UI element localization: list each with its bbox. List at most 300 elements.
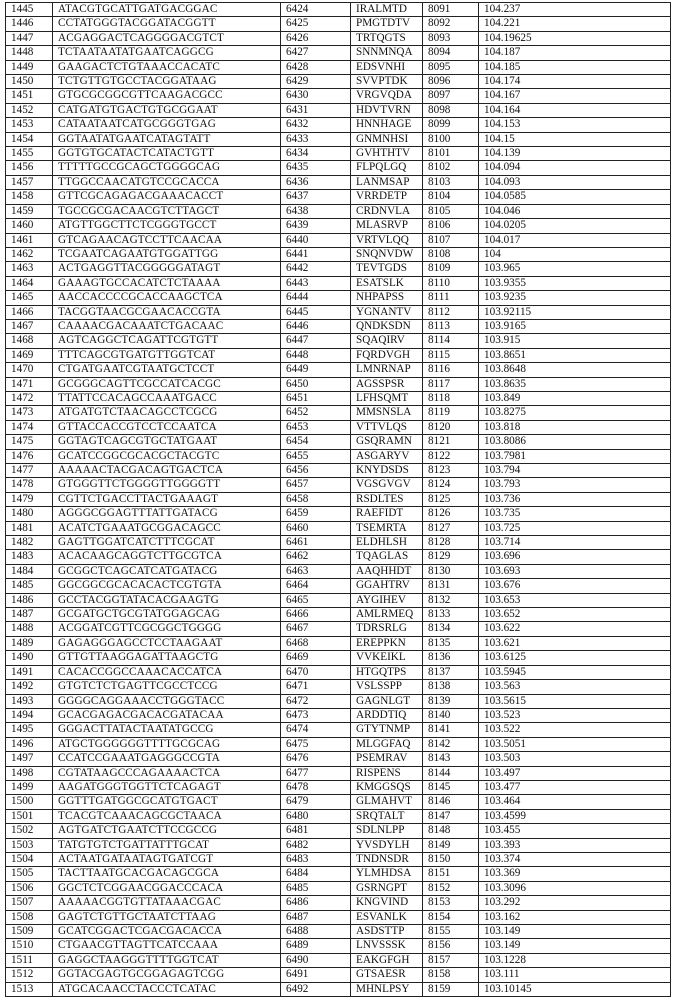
peptide-cell: KMGGSQS — [351, 780, 423, 794]
score-cell: 104.0585 — [479, 190, 671, 204]
table-row — [6, 622, 671, 636]
peptide-cell: TQAGLAS — [351, 550, 423, 564]
seq-number-cell: 1460 — [6, 219, 53, 233]
peptide-seq-id-cell: 8127 — [423, 521, 479, 535]
dna-sequence-cell: GAAAGTGCCACATCTCTAAAA — [53, 276, 281, 290]
peptide-seq-id-cell: 8112 — [423, 305, 479, 319]
dna-sequence-cell: ACGGATCGTTCGCGGCTGGGG — [53, 622, 281, 636]
table-row — [6, 636, 671, 650]
table-row — [6, 953, 671, 967]
peptide-cell: ESVANLK — [351, 910, 423, 924]
score-cell: 103.736 — [479, 492, 671, 506]
seq-number-cell: 1468 — [6, 334, 53, 348]
dna-seq-id-cell: 6424 — [281, 3, 351, 17]
table-row — [6, 593, 671, 607]
seq-number-cell: 1458 — [6, 190, 53, 204]
peptide-seq-id-cell: 8093 — [423, 31, 479, 45]
peptide-cell: KNGVIND — [351, 896, 423, 910]
table-row — [6, 363, 671, 377]
peptide-cell: SNQNVDW — [351, 247, 423, 261]
dna-seq-id-cell: 6471 — [281, 680, 351, 694]
seq-number-cell: 1509 — [6, 925, 53, 939]
peptide-cell: TRTQGTS — [351, 31, 423, 45]
dna-sequence-cell: GGCGGCGCACACACTCGTGTA — [53, 579, 281, 593]
peptide-cell: ASDSTTP — [351, 925, 423, 939]
score-cell: 104.187 — [479, 46, 671, 60]
seq-number-cell: 1501 — [6, 809, 53, 823]
score-cell: 103.915 — [479, 334, 671, 348]
dna-seq-id-cell: 6453 — [281, 420, 351, 434]
peptide-cell: GNMNHSI — [351, 132, 423, 146]
peptide-cell: NHPAPSS — [351, 291, 423, 305]
score-cell: 103.8086 — [479, 435, 671, 449]
score-cell: 103.8648 — [479, 363, 671, 377]
dna-seq-id-cell: 6491 — [281, 968, 351, 982]
score-cell: 103.8635 — [479, 377, 671, 391]
peptide-cell: TDRSRLG — [351, 622, 423, 636]
peptide-seq-id-cell: 8141 — [423, 723, 479, 737]
dna-seq-id-cell: 6478 — [281, 780, 351, 794]
dna-sequence-cell: GCGGGCAGTTCGCCATCACGC — [53, 377, 281, 391]
dna-seq-id-cell: 6452 — [281, 406, 351, 420]
peptide-seq-id-cell: 8113 — [423, 319, 479, 333]
seq-number-cell: 1483 — [6, 550, 53, 564]
peptide-seq-id-cell: 8124 — [423, 478, 479, 492]
dna-seq-id-cell: 6457 — [281, 478, 351, 492]
peptide-cell: KNYDSDS — [351, 464, 423, 478]
peptide-cell: TSEMRTA — [351, 521, 423, 535]
seq-number-cell: 1448 — [6, 46, 53, 60]
score-cell: 103.393 — [479, 838, 671, 852]
peptide-cell: GVHTHTV — [351, 147, 423, 161]
score-cell: 103.8275 — [479, 406, 671, 420]
dna-sequence-cell: GGTAGTCAGCGTGCTATGAAT — [53, 435, 281, 449]
dna-seq-id-cell: 6458 — [281, 492, 351, 506]
dna-seq-id-cell: 6468 — [281, 636, 351, 650]
score-cell: 103.818 — [479, 420, 671, 434]
seq-number-cell: 1508 — [6, 910, 53, 924]
peptide-seq-id-cell: 8145 — [423, 780, 479, 794]
dna-sequence-cell: CTGAACGTTAGTTCATCCAAA — [53, 939, 281, 953]
peptide-cell: MLGGFAQ — [351, 737, 423, 751]
peptide-cell: HTGQTPS — [351, 665, 423, 679]
score-cell: 103.149 — [479, 925, 671, 939]
dna-sequence-cell: GAGTTGGATCATCTTTCGCAT — [53, 536, 281, 550]
dna-sequence-cell: GGGACTTATACTAATATGCCG — [53, 723, 281, 737]
peptide-seq-id-cell: 8105 — [423, 204, 479, 218]
dna-seq-id-cell: 6467 — [281, 622, 351, 636]
peptide-cell: TEVTGDS — [351, 262, 423, 276]
score-cell: 103.5615 — [479, 694, 671, 708]
table-row — [6, 982, 671, 996]
peptide-cell: VVKEIKL — [351, 651, 423, 665]
seq-number-cell: 1502 — [6, 824, 53, 838]
peptide-seq-id-cell: 8143 — [423, 752, 479, 766]
dna-sequence-cell: GTGCGCGGCGTTCAAGACGCC — [53, 89, 281, 103]
table-row — [6, 204, 671, 218]
peptide-cell: QNDKSDN — [351, 319, 423, 333]
dna-seq-id-cell: 6470 — [281, 665, 351, 679]
table-row — [6, 478, 671, 492]
peptide-cell: MLASRVP — [351, 219, 423, 233]
table-row — [6, 190, 671, 204]
table-row — [6, 665, 671, 679]
dna-sequence-cell: TCTAATAATATGAATCAGGCG — [53, 46, 281, 60]
table-row — [6, 406, 671, 420]
dna-seq-id-cell: 6448 — [281, 348, 351, 362]
dna-sequence-cell: ACTAATGATAATAGTGATCGT — [53, 852, 281, 866]
seq-number-cell: 1493 — [6, 694, 53, 708]
score-cell: 103.162 — [479, 910, 671, 924]
peptide-cell: GSQRAMN — [351, 435, 423, 449]
seq-number-cell: 1454 — [6, 132, 53, 146]
peptide-seq-id-cell: 8133 — [423, 608, 479, 622]
score-cell: 103.10145 — [479, 982, 671, 996]
dna-seq-id-cell: 6455 — [281, 449, 351, 463]
table-row — [6, 766, 671, 780]
score-cell: 103.5051 — [479, 737, 671, 751]
seq-number-cell: 1489 — [6, 636, 53, 650]
score-cell: 103.292 — [479, 896, 671, 910]
peptide-seq-id-cell: 8152 — [423, 881, 479, 895]
dna-sequence-cell: GCATCCGGCGCACGCTACGTC — [53, 449, 281, 463]
score-cell: 103.9355 — [479, 276, 671, 290]
peptide-cell: AGSSPSR — [351, 377, 423, 391]
score-cell: 103.849 — [479, 391, 671, 405]
dna-sequence-cell: GAGGCTAAGGGTTTTGGTCAT — [53, 953, 281, 967]
peptide-cell: SNNMNQA — [351, 46, 423, 60]
dna-sequence-cell: GGTTTGATGGCGCATGTGACT — [53, 795, 281, 809]
dna-seq-id-cell: 6464 — [281, 579, 351, 593]
dna-sequence-cell: TCTGTTGTGCCTACGGATAAG — [53, 75, 281, 89]
table-row — [6, 925, 671, 939]
table-row — [6, 651, 671, 665]
dna-sequence-cell: CACACCGGCCAAACACCATCA — [53, 665, 281, 679]
dna-seq-id-cell: 6434 — [281, 147, 351, 161]
peptide-cell: AAQHHDT — [351, 564, 423, 578]
dna-sequence-cell: AGTGATCTGAATCTTCCGCCG — [53, 824, 281, 838]
dna-sequence-cell: TTGGCCAACATGTCCGCACCA — [53, 175, 281, 189]
dna-seq-id-cell: 6480 — [281, 809, 351, 823]
dna-seq-id-cell: 6435 — [281, 161, 351, 175]
table-row — [6, 17, 671, 31]
dna-sequence-cell: AAAAACGGTGTTATAAACGAC — [53, 896, 281, 910]
table-row — [6, 564, 671, 578]
table-row — [6, 319, 671, 333]
dna-seq-id-cell: 6484 — [281, 867, 351, 881]
score-cell: 104.153 — [479, 118, 671, 132]
dna-seq-id-cell: 6440 — [281, 233, 351, 247]
peptide-seq-id-cell: 8151 — [423, 867, 479, 881]
peptide-cell: RSDLTES — [351, 492, 423, 506]
seq-number-cell: 1447 — [6, 31, 53, 45]
dna-seq-id-cell: 6425 — [281, 17, 351, 31]
score-cell: 103.5945 — [479, 665, 671, 679]
peptide-seq-id-cell: 8122 — [423, 449, 479, 463]
peptide-seq-id-cell: 8092 — [423, 17, 479, 31]
peptide-seq-id-cell: 8099 — [423, 118, 479, 132]
peptide-cell: TNDNSDR — [351, 852, 423, 866]
peptide-seq-id-cell: 8155 — [423, 925, 479, 939]
peptide-cell: AMLRMEQ — [351, 608, 423, 622]
seq-number-cell: 1503 — [6, 838, 53, 852]
dna-seq-id-cell: 6485 — [281, 881, 351, 895]
peptide-cell: EAKGFGH — [351, 953, 423, 967]
seq-number-cell: 1481 — [6, 521, 53, 535]
seq-number-cell: 1462 — [6, 247, 53, 261]
score-cell: 104.19625 — [479, 31, 671, 45]
peptide-seq-id-cell: 8136 — [423, 651, 479, 665]
peptide-seq-id-cell: 8149 — [423, 838, 479, 852]
table-row — [6, 680, 671, 694]
peptide-seq-id-cell: 8111 — [423, 291, 479, 305]
table-row — [6, 910, 671, 924]
dna-sequence-cell: CGTATAAGCCCAGAAAACTCA — [53, 766, 281, 780]
peptide-cell: GLMAHVT — [351, 795, 423, 809]
table-row — [6, 449, 671, 463]
peptide-cell: LFHSQMT — [351, 391, 423, 405]
table-row — [6, 464, 671, 478]
score-cell: 103.522 — [479, 723, 671, 737]
peptide-cell: SVVPTDK — [351, 75, 423, 89]
dna-seq-id-cell: 6479 — [281, 795, 351, 809]
seq-number-cell: 1490 — [6, 651, 53, 665]
dna-sequence-cell: AAAAACTACGACAGTGACTCA — [53, 464, 281, 478]
dna-seq-id-cell: 6456 — [281, 464, 351, 478]
peptide-cell: RAEFIDT — [351, 507, 423, 521]
dna-sequence-cell: GGGGCAGGAAACCTGGGTACC — [53, 694, 281, 708]
table-row — [6, 852, 671, 866]
table-row — [6, 46, 671, 60]
peptide-cell: RISPENS — [351, 766, 423, 780]
seq-number-cell: 1491 — [6, 665, 53, 679]
score-cell: 103.793 — [479, 478, 671, 492]
score-cell: 104.167 — [479, 89, 671, 103]
dna-seq-id-cell: 6446 — [281, 319, 351, 333]
peptide-seq-id-cell: 8159 — [423, 982, 479, 996]
dna-sequence-cell: ATGATGTCTAACAGCCTCGCG — [53, 406, 281, 420]
seq-number-cell: 1463 — [6, 262, 53, 276]
score-cell: 103.369 — [479, 867, 671, 881]
table-row — [6, 737, 671, 751]
table-row — [6, 492, 671, 506]
dna-sequence-cell: TTATTCCACAGCCAAATGACC — [53, 391, 281, 405]
seq-number-cell: 1512 — [6, 968, 53, 982]
table-row — [6, 161, 671, 175]
score-cell: 103.563 — [479, 680, 671, 694]
dna-seq-id-cell: 6445 — [281, 305, 351, 319]
seq-number-cell: 1510 — [6, 939, 53, 953]
peptide-cell: SQAQIRV — [351, 334, 423, 348]
dna-sequence-cell: GGTGTGCATACTCATACTGTT — [53, 147, 281, 161]
table-row — [6, 521, 671, 535]
score-cell: 103.794 — [479, 464, 671, 478]
dna-seq-id-cell: 6426 — [281, 31, 351, 45]
dna-seq-id-cell: 6473 — [281, 708, 351, 722]
dna-seq-id-cell: 6476 — [281, 752, 351, 766]
peptide-cell: ELDHLSH — [351, 536, 423, 550]
peptide-cell: PMGTDTV — [351, 17, 423, 31]
dna-seq-id-cell: 6450 — [281, 377, 351, 391]
peptide-seq-id-cell: 8098 — [423, 103, 479, 117]
score-cell: 103.477 — [479, 780, 671, 794]
dna-sequence-cell: AGGGCGGAGTTTATTGATACG — [53, 507, 281, 521]
dna-sequence-cell: TTTCAGCGTGATGTTGGTCAT — [53, 348, 281, 362]
score-cell: 103.676 — [479, 579, 671, 593]
dna-seq-id-cell: 6469 — [281, 651, 351, 665]
peptide-seq-id-cell: 8132 — [423, 593, 479, 607]
dna-sequence-cell: ACGAGGACTCAGGGGACGTCT — [53, 31, 281, 45]
dna-seq-id-cell: 6481 — [281, 824, 351, 838]
dna-sequence-cell: ATACGTGCATTGATGACGGAC — [53, 3, 281, 17]
sequence-table — [5, 2, 671, 997]
table-row — [6, 132, 671, 146]
seq-number-cell: 1482 — [6, 536, 53, 550]
seq-number-cell: 1469 — [6, 348, 53, 362]
seq-number-cell: 1511 — [6, 953, 53, 967]
peptide-seq-id-cell: 8156 — [423, 939, 479, 953]
table-row — [6, 694, 671, 708]
sequence-table-body — [6, 3, 671, 997]
score-cell: 104.094 — [479, 161, 671, 175]
peptide-cell: GTYTNMP — [351, 723, 423, 737]
dna-sequence-cell: GCATCGGACTCGACGACACCA — [53, 925, 281, 939]
peptide-cell: VSLSSPP — [351, 680, 423, 694]
dna-seq-id-cell: 6427 — [281, 46, 351, 60]
seq-number-cell: 1488 — [6, 622, 53, 636]
dna-sequence-cell: TACTTAATGCACGACAGCGCA — [53, 867, 281, 881]
peptide-seq-id-cell: 8138 — [423, 680, 479, 694]
table-row — [6, 809, 671, 823]
dna-seq-id-cell: 6487 — [281, 910, 351, 924]
peptide-seq-id-cell: 8135 — [423, 636, 479, 650]
table-row — [6, 824, 671, 838]
peptide-cell: GGAHTRV — [351, 579, 423, 593]
table-row — [6, 723, 671, 737]
dna-sequence-cell: GCGATGCTGCGTATGGAGCAG — [53, 608, 281, 622]
score-cell: 104.164 — [479, 103, 671, 117]
table-row — [6, 579, 671, 593]
dna-seq-id-cell: 6438 — [281, 204, 351, 218]
peptide-cell: VTTVLQS — [351, 420, 423, 434]
table-row — [6, 391, 671, 405]
dna-sequence-cell: AAGATGGGTGGTTCTCAGAGT — [53, 780, 281, 794]
dna-sequence-cell: CCATCCGAAATGAGGGCCGTA — [53, 752, 281, 766]
peptide-seq-id-cell: 8157 — [423, 953, 479, 967]
seq-number-cell: 1455 — [6, 147, 53, 161]
score-cell: 104 — [479, 247, 671, 261]
table-row — [6, 262, 671, 276]
table-row — [6, 219, 671, 233]
seq-number-cell: 1472 — [6, 391, 53, 405]
peptide-seq-id-cell: 8129 — [423, 550, 479, 564]
score-cell: 103.652 — [479, 608, 671, 622]
score-cell: 103.464 — [479, 795, 671, 809]
dna-seq-id-cell: 6444 — [281, 291, 351, 305]
table-row — [6, 305, 671, 319]
score-cell: 103.92115 — [479, 305, 671, 319]
peptide-cell: EREPPKN — [351, 636, 423, 650]
dna-sequence-cell: GTTACCACCGTCCTCCAATCA — [53, 420, 281, 434]
seq-number-cell: 1453 — [6, 118, 53, 132]
dna-seq-id-cell: 6465 — [281, 593, 351, 607]
seq-number-cell: 1479 — [6, 492, 53, 506]
dna-seq-id-cell: 6447 — [281, 334, 351, 348]
score-cell: 103.725 — [479, 521, 671, 535]
dna-seq-id-cell: 6486 — [281, 896, 351, 910]
seq-number-cell: 1487 — [6, 608, 53, 622]
table-row — [6, 780, 671, 794]
dna-sequence-cell: GTGTCTCTGAGTTCGCCTCCG — [53, 680, 281, 694]
score-cell: 103.735 — [479, 507, 671, 521]
score-cell: 103.149 — [479, 939, 671, 953]
peptide-seq-id-cell: 8130 — [423, 564, 479, 578]
dna-seq-id-cell: 6430 — [281, 89, 351, 103]
table-row — [6, 838, 671, 852]
score-cell: 104.046 — [479, 204, 671, 218]
seq-number-cell: 1494 — [6, 708, 53, 722]
peptide-seq-id-cell: 8102 — [423, 161, 479, 175]
table-row — [6, 939, 671, 953]
score-cell: 103.653 — [479, 593, 671, 607]
peptide-seq-id-cell: 8114 — [423, 334, 479, 348]
dna-seq-id-cell: 6454 — [281, 435, 351, 449]
dna-sequence-cell: GAAGACTCTGTAAACCACATC — [53, 60, 281, 74]
seq-number-cell: 1475 — [6, 435, 53, 449]
table-row — [6, 550, 671, 564]
dna-seq-id-cell: 6466 — [281, 608, 351, 622]
peptide-seq-id-cell: 8091 — [423, 3, 479, 17]
peptide-seq-id-cell: 8158 — [423, 968, 479, 982]
peptide-cell: GTSAESR — [351, 968, 423, 982]
table-row — [6, 896, 671, 910]
seq-number-cell: 1504 — [6, 852, 53, 866]
seq-number-cell: 1477 — [6, 464, 53, 478]
dna-sequence-cell: TGCCGCGACAACGTCTTAGCT — [53, 204, 281, 218]
peptide-seq-id-cell: 8115 — [423, 348, 479, 362]
table-row — [6, 60, 671, 74]
score-cell: 103.7981 — [479, 449, 671, 463]
peptide-cell: CRDNVLA — [351, 204, 423, 218]
seq-number-cell: 1484 — [6, 564, 53, 578]
dna-sequence-cell: TACGGTAACGCGAACACCGTA — [53, 305, 281, 319]
table-row — [6, 795, 671, 809]
table-row — [6, 708, 671, 722]
peptide-cell: HDVTVRN — [351, 103, 423, 117]
peptide-seq-id-cell: 8146 — [423, 795, 479, 809]
dna-sequence-cell: GCCTACGGTATACACGAAGTG — [53, 593, 281, 607]
dna-sequence-cell: ATGTTGGCTTCTCGGGTGCCT — [53, 219, 281, 233]
score-cell: 103.714 — [479, 536, 671, 550]
peptide-seq-id-cell: 8148 — [423, 824, 479, 838]
seq-number-cell: 1457 — [6, 175, 53, 189]
peptide-cell: VRTVLQQ — [351, 233, 423, 247]
peptide-cell: HNNHAGE — [351, 118, 423, 132]
table-row — [6, 420, 671, 434]
score-cell: 103.4599 — [479, 809, 671, 823]
table-row — [6, 31, 671, 45]
seq-number-cell: 1452 — [6, 103, 53, 117]
peptide-seq-id-cell: 8126 — [423, 507, 479, 521]
peptide-seq-id-cell: 8104 — [423, 190, 479, 204]
table-row — [6, 89, 671, 103]
peptide-seq-id-cell: 8153 — [423, 896, 479, 910]
score-cell: 103.965 — [479, 262, 671, 276]
table-row — [6, 147, 671, 161]
dna-seq-id-cell: 6433 — [281, 132, 351, 146]
peptide-seq-id-cell: 8139 — [423, 694, 479, 708]
dna-sequence-cell: GTCAGAACAGTCCTTCAACAA — [53, 233, 281, 247]
